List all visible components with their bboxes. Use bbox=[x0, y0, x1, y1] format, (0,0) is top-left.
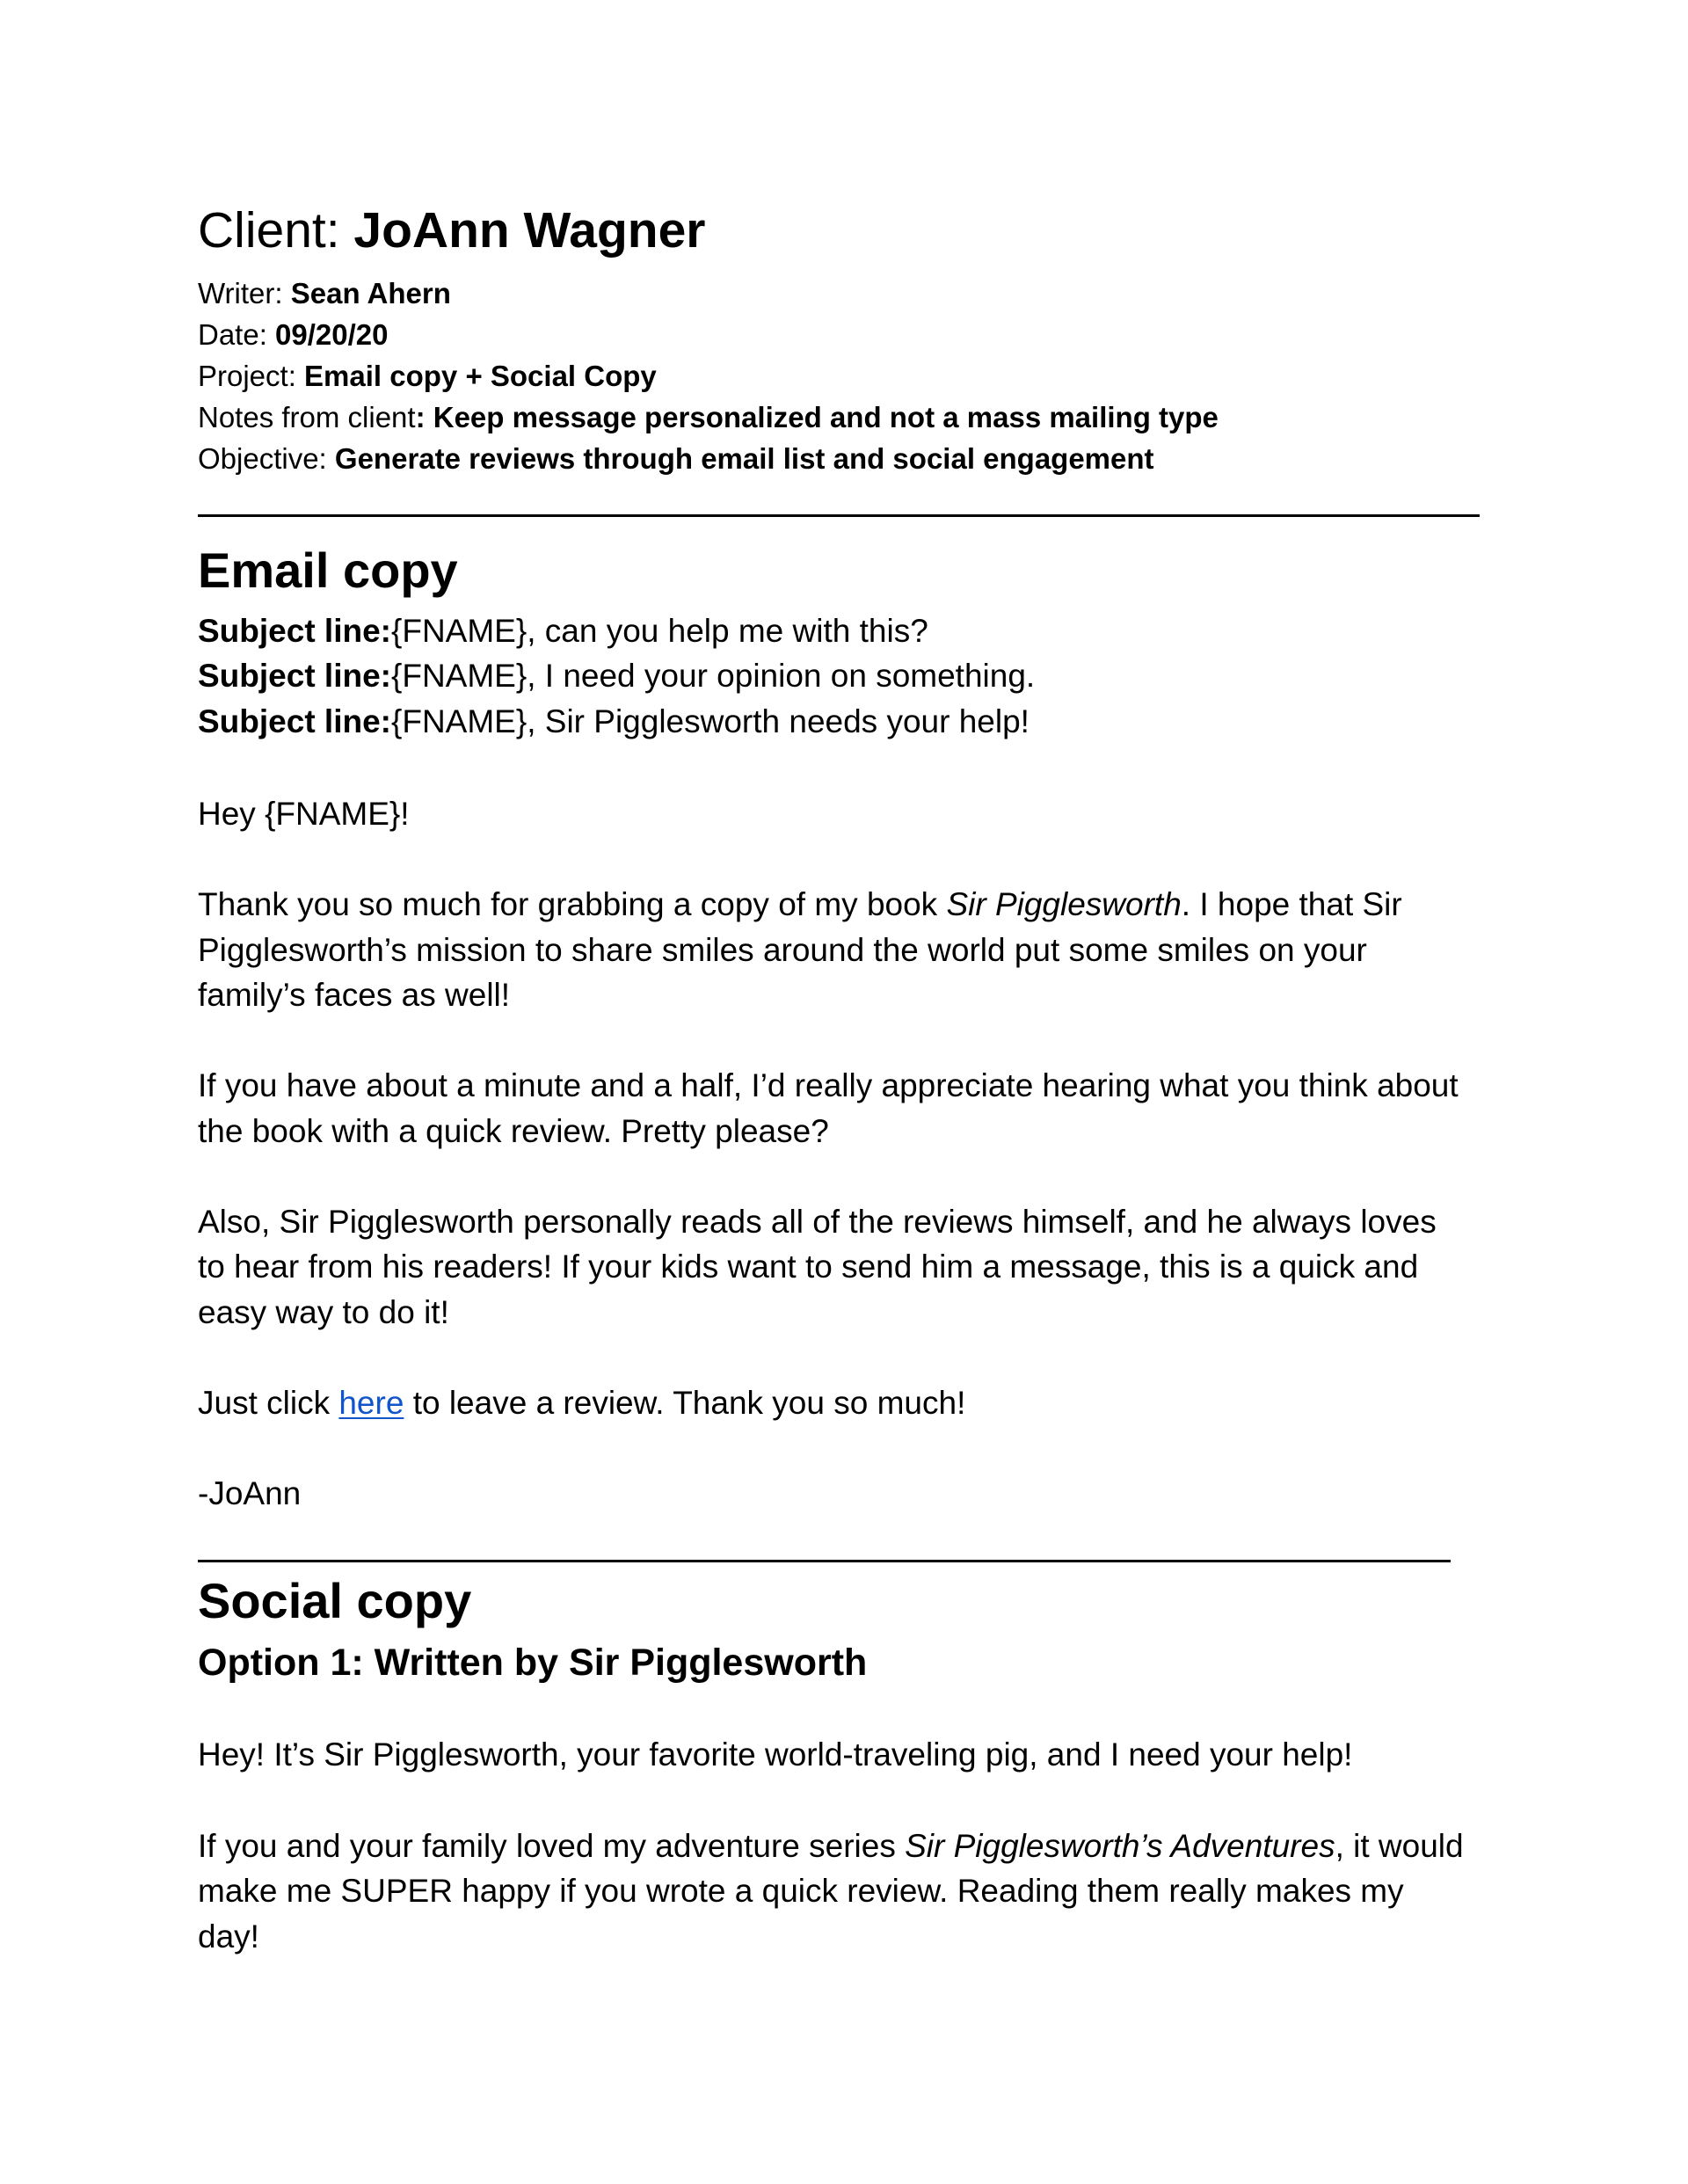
paragraph-line: day! bbox=[198, 1918, 259, 1955]
review-link[interactable]: here bbox=[338, 1385, 404, 1421]
notes-field bbox=[198, 403, 1219, 432]
date-field bbox=[198, 320, 389, 349]
email-greeting: Hey {FNAME}! bbox=[198, 796, 410, 832]
field-value: 09/20/20 bbox=[275, 318, 389, 351]
email-signoff: -JoAnn bbox=[198, 1475, 302, 1511]
paragraph-line: make me SUPER happy if you wrote a quick review. Reading them really makes my bbox=[198, 1873, 1404, 1909]
text-run: , it would bbox=[1335, 1828, 1464, 1864]
divider-rule bbox=[198, 514, 1480, 517]
paragraph-line bbox=[198, 888, 1402, 921]
field-value: Generate reviews through email list and social engagement bbox=[334, 442, 1154, 475]
divider-rule bbox=[198, 1560, 1451, 1562]
text-run: Thank you so much for grabbing a copy of my book bbox=[198, 886, 947, 922]
subject-text: {FNAME}, can you help me with this? bbox=[390, 613, 928, 649]
paragraph-line bbox=[198, 1830, 1464, 1862]
field-label: Project: bbox=[198, 360, 305, 392]
text-run: If you and your family loved my adventure series bbox=[198, 1828, 906, 1864]
subject-label: Subject line: bbox=[198, 658, 391, 694]
text-run: to leave a review. Thank you so much! bbox=[404, 1385, 966, 1421]
client-title bbox=[198, 202, 706, 258]
paragraph-line: easy way to do it! bbox=[198, 1294, 449, 1330]
paragraph-line: family’s faces as well! bbox=[198, 977, 511, 1013]
text-run: . I hope that Sir bbox=[1181, 886, 1402, 922]
field-label: Writer: bbox=[198, 277, 291, 309]
paragraph-line: If you have about a minute and a half, I’d really appreciate hearing what you think about bbox=[198, 1067, 1459, 1103]
project-field bbox=[198, 361, 657, 390]
client-name: JoAnn Wagner bbox=[353, 202, 706, 258]
objective-field bbox=[198, 444, 1154, 473]
client-label: Client: bbox=[198, 202, 354, 258]
subject-line bbox=[198, 659, 1035, 692]
field-value: Email copy + Social Copy bbox=[304, 360, 657, 392]
subject-line bbox=[198, 705, 1030, 738]
review-cta-line bbox=[198, 1387, 965, 1419]
series-title: Sir Pigglesworth’s Adventures bbox=[905, 1828, 1335, 1864]
subject-text: {FNAME}, I need your opinion on something. bbox=[390, 658, 1036, 694]
text-run: Just click bbox=[198, 1385, 339, 1421]
field-value: : Keep message personalized and not a mass mailing type bbox=[415, 401, 1219, 433]
option-1-heading: Option 1: Written by Sir Pigglesworth bbox=[198, 1642, 868, 1684]
writer-field bbox=[198, 279, 451, 308]
subject-line bbox=[198, 615, 928, 647]
paragraph-line: Pigglesworth’s mission to share smiles around the world put some smiles on your bbox=[198, 932, 1367, 968]
field-label: Date: bbox=[198, 318, 276, 351]
subject-label: Subject line: bbox=[198, 613, 391, 649]
field-value: Sean Ahern bbox=[290, 277, 451, 309]
subject-text: {FNAME}, Sir Pigglesworth needs your help! bbox=[390, 703, 1030, 739]
book-title: Sir Pigglesworth bbox=[946, 886, 1182, 922]
field-label: Objective: bbox=[198, 442, 335, 475]
paragraph-line: the book with a quick review. Pretty please? bbox=[198, 1113, 829, 1149]
paragraph-line: Also, Sir Pigglesworth personally reads all of the reviews himself, and he always loves bbox=[198, 1204, 1437, 1240]
field-label: Notes from client bbox=[198, 401, 416, 433]
subject-label: Subject line: bbox=[198, 703, 391, 739]
paragraph-line: Hey! It’s Sir Pigglesworth, your favorite world-traveling pig, and I need your help! bbox=[198, 1736, 1353, 1773]
email-copy-heading: Email copy bbox=[198, 542, 458, 598]
paragraph-line: to hear from his readers! If your kids want to send him a message, this is a quick and bbox=[198, 1249, 1419, 1285]
social-copy-heading: Social copy bbox=[198, 1573, 472, 1628]
